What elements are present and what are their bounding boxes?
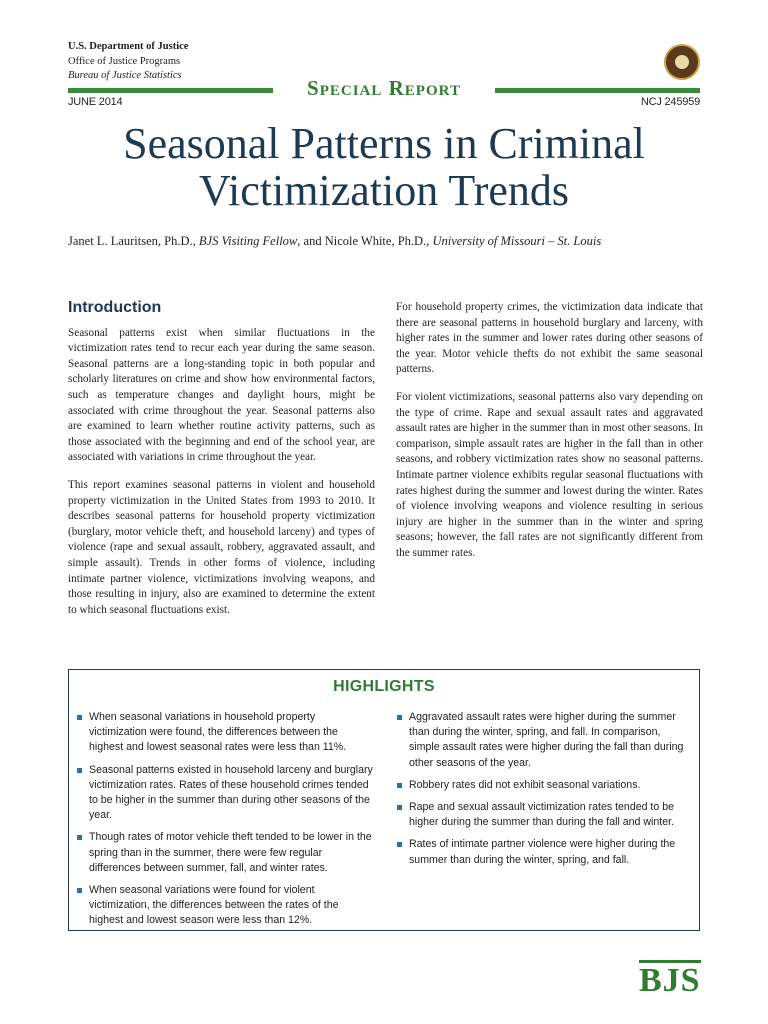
intro-paragraph-1: Seasonal patterns exist when similar fluctuations in the victimization rates tend to recur each year during the same season. Seasonal patterns are a long-standing topic in both popular and scholarly literatures on crime and show how environmental factors, such as temperature changes and daylight hours, might be associated with crime throughout the year. Seasonal patterns also are examined to learn whether routine activity patterns, such as those associated with the beginning and end of the school year, are associated with variations in crime throughout the year. xyxy=(68,326,375,464)
ncj-number: NCJ 245959 xyxy=(640,96,700,108)
byline-connector: , and Nicole White, Ph.D., xyxy=(297,234,433,248)
bullet-icon xyxy=(397,715,402,720)
department-name: U.S. Department of Justice xyxy=(68,41,189,52)
highlight-item xyxy=(397,837,691,867)
agency-header xyxy=(68,40,188,84)
highlights-left-column xyxy=(77,710,373,936)
header-rule-left xyxy=(68,88,273,93)
bullet-icon xyxy=(77,715,82,720)
highlight-text: Seasonal patterns existed in household larceny and burglary victimization rates. Rates of these household crimes tended to be higher in the summer than during other seasons of the year. xyxy=(89,763,373,822)
office-name: Office of Justice Programs xyxy=(68,55,181,67)
intro-paragraph-3: For household property crimes, the victimization data indicate that there are seasonal patterns in household burglary and larceny, with higher rates in the summer and lower rates during other seasons of the year. Motor vehicle thefts do not exhibit the same seasonal patterns. xyxy=(396,301,703,376)
intro-column-left xyxy=(68,300,375,630)
bullet-icon xyxy=(397,783,402,788)
highlights-title: HIGHLIGHTS xyxy=(333,678,435,695)
author-1: Janet L. Lauritsen, Ph.D., xyxy=(68,234,199,248)
highlight-item xyxy=(77,763,373,824)
header-rule-right xyxy=(495,88,700,93)
highlights-box xyxy=(68,669,700,931)
highlights-right-column xyxy=(397,710,691,875)
publication-date: JUNE 2014 xyxy=(68,96,123,108)
intro-column-right xyxy=(396,300,703,574)
title-line-2: Victimization Trends xyxy=(198,166,570,215)
report-type: Special Report xyxy=(307,76,461,100)
highlight-text: Robbery rates did not exhibit seasonal variations. xyxy=(409,778,641,791)
highlight-item xyxy=(397,710,691,771)
highlight-item xyxy=(77,710,373,756)
highlight-text: Aggravated assault rates were higher during the summer than during the winter, spring, and fall. In comparison, simple assault rates were higher during the fall than during other seasons of the year. xyxy=(409,711,684,769)
bullet-icon xyxy=(397,805,402,810)
byline xyxy=(68,234,708,249)
affiliation-2: University of Missouri – St. Louis xyxy=(432,234,602,248)
intro-paragraph-2: This report examines seasonal patterns in violent and household property victimization in the United States from 1993 to 2010. It describes seasonal patterns for household property victimization (burglary, motor vehicle theft, and household larceny) and types of violence (rape and sexual assault, robbery, aggravated assault, and simple assault). Trends in other forms of violence, including intimate partner violence, victimizations involving weapons, and those resulting in injury, also are examined to determine the extent to which seasonal fluctuations exist. xyxy=(68,478,375,616)
highlight-text: When seasonal variations were found for violent victimization, the differences between the rates of the highest and lowest season were less than 12%. xyxy=(89,884,339,927)
highlight-item xyxy=(77,830,373,876)
bullet-icon xyxy=(397,842,402,847)
highlight-text: When seasonal variations in household property victimization were found, the differences between the highest and lowest seasonal rates were less than 11%. xyxy=(89,711,347,754)
intro-heading: Introduction xyxy=(68,299,162,316)
doj-seal-icon xyxy=(664,44,700,80)
bullet-icon xyxy=(77,835,82,840)
intro-paragraph-4: For violent victimizations, seasonal patterns also vary depending on the type of crime. Rape and sexual assault rates and aggravated assault rates are higher in the summer than in most other seasons. In comparison, simple assault rates are higher in the fall than in other seasons, and robbery victimization rates show no seasonal patterns. Intimate partner violence exhibits regular seasonal fluctuations with rates highest during the summer and lowest during the winter. Rates of violence involving weapons and violence resulting in serious injury are higher in the summer than in the winter and spring seasons; however, the fall rates are not significantly different from the summer rates. xyxy=(396,390,703,559)
highlight-text: Rape and sexual assault victimization rates tended to be higher during the summer than during the fall and winter. xyxy=(409,801,674,829)
title-line-1: Seasonal Patterns in Criminal xyxy=(123,119,645,168)
bjs-logo: BJS xyxy=(639,962,701,999)
highlight-text: Rates of intimate partner violence were higher during the summer than during the winter, spring, and fall. xyxy=(409,838,676,866)
highlight-item xyxy=(397,778,691,793)
highlight-item xyxy=(77,883,373,929)
bullet-icon xyxy=(77,768,82,773)
page-title xyxy=(40,120,728,214)
highlight-item xyxy=(397,800,691,830)
bullet-icon xyxy=(77,888,82,893)
highlight-text: Though rates of motor vehicle theft tended to be lower in the spring than in the summer, there were few regular differences between summer, fall, and winter rates. xyxy=(89,831,372,874)
affiliation-1: BJS Visiting Fellow xyxy=(198,234,298,248)
bureau-name: Bureau of Justice Statistics xyxy=(68,70,182,81)
